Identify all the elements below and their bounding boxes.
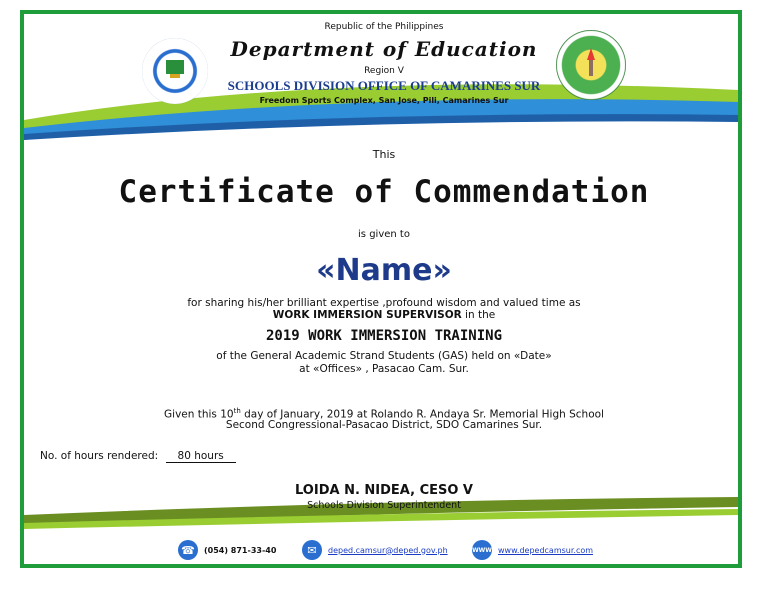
commendation-line3: of the General Academic Strand Students (GAS) held on «Date»: [216, 350, 552, 362]
hours-value: 80 hours: [166, 450, 236, 463]
given-to-text: is given to: [358, 229, 410, 240]
hours-label: No. of hours rendered:: [40, 450, 159, 462]
address-text: Freedom Sports Complex, San Jose, Pili, Camarines Sur: [259, 96, 509, 105]
region-text: Region V: [364, 66, 404, 76]
republic-text: Republic of the Philippines: [324, 22, 444, 32]
footer-website[interactable]: [472, 540, 593, 560]
globe-icon: WWW: [472, 540, 492, 560]
phone-icon: ☎: [178, 540, 198, 560]
role-text: WORK IMMERSION SUPERVISOR: [272, 309, 462, 321]
given-suffix: day of January, 2019 at Rolando R. Andaya Sr. Memorial High School: [240, 408, 604, 421]
commendation-line2: [0, 309, 768, 321]
website-link[interactable]: www.depedcamsur.com: [498, 545, 594, 555]
training-title: [0, 328, 768, 344]
commendation-line1: for sharing his/her brilliant expertise ,profound wisdom and valued time as: [187, 297, 581, 309]
footer-email[interactable]: [302, 540, 448, 560]
footer-phone: [178, 540, 276, 560]
division-title: SCHOOLS DIVISION OFFICE OF CAMARINES SUR: [227, 78, 541, 93]
email-icon: ✉: [302, 540, 322, 560]
training-name: WORK IMMERSION TRAINING: [308, 328, 503, 344]
signatory-title: Schools Division Superintendent: [307, 500, 461, 511]
email-link[interactable]: deped.camsur@deped.gov.ph: [328, 545, 448, 555]
training-year: 2019: [265, 328, 300, 344]
commendation-line4: at «Offices» , Pasacao Cam. Sur.: [299, 363, 469, 375]
given-sup: th: [233, 407, 241, 415]
given-prefix: Given this 10: [164, 408, 234, 421]
this-text: This: [372, 148, 396, 161]
signatory-name: LOIDA N. NIDEA, CESO V: [294, 483, 473, 498]
phone-text: (054) 871-33-40: [204, 545, 277, 555]
given-location-line: Second Congressional-Pasacao District, SDO Camarines Sur.: [225, 419, 543, 431]
recipient-name: «Name»: [316, 253, 452, 288]
role-suffix: in the: [461, 309, 496, 321]
hours-rendered: [40, 450, 236, 463]
certificate-title: Certificate of Commendation: [118, 174, 650, 210]
department-title: Department of Education: [230, 37, 538, 61]
